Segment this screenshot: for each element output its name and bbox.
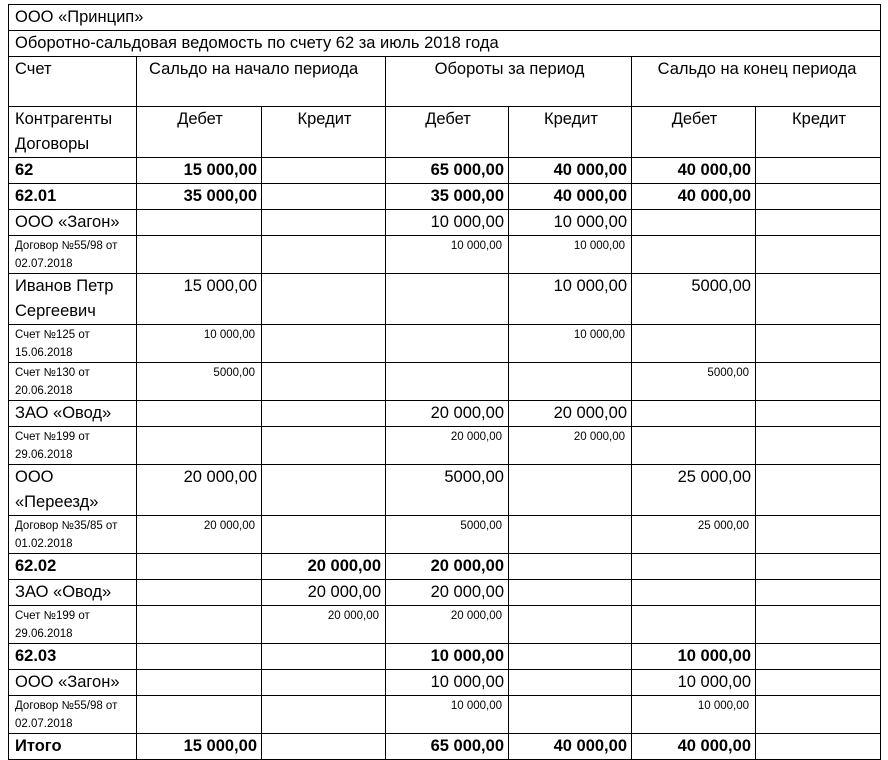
closing-debit: 10 000,00 xyxy=(632,696,756,734)
turnover-debit: 10 000,00 xyxy=(386,236,509,274)
turnover-credit: 10 000,00 xyxy=(509,274,632,325)
opening-debit xyxy=(137,236,262,274)
turnover-credit: 40 000,00 xyxy=(509,158,632,184)
table-row xyxy=(9,274,881,325)
opening-credit xyxy=(262,210,386,236)
opening-credit xyxy=(262,236,386,274)
closing-credit xyxy=(756,184,881,210)
turnover-credit xyxy=(509,644,632,670)
opening-credit xyxy=(262,274,386,325)
opening-credit xyxy=(262,644,386,670)
turnover-debit: 65 000,00 xyxy=(386,158,509,184)
opening-credit xyxy=(262,516,386,554)
turnover-credit: 20 000,00 xyxy=(509,427,632,465)
table-row xyxy=(9,325,881,363)
row-label: Иванов Петр Сергеевич xyxy=(9,274,137,325)
closing-credit xyxy=(756,644,881,670)
turnover-credit xyxy=(509,516,632,554)
turnover-debit xyxy=(386,325,509,363)
turnover-credit: 10 000,00 xyxy=(509,325,632,363)
closing-credit xyxy=(756,210,881,236)
row-label: Счет №199 от 29.06.2018 xyxy=(9,427,137,465)
opening-debit xyxy=(137,644,262,670)
turnover-debit: 35 000,00 xyxy=(386,184,509,210)
closing-credit xyxy=(756,606,881,644)
turnover-debit: 5000,00 xyxy=(386,465,509,516)
opening-credit xyxy=(262,465,386,516)
row-label: Счет №125 от 15.06.2018 xyxy=(9,325,137,363)
closing-debit xyxy=(632,427,756,465)
closing-credit xyxy=(756,158,881,184)
turnover-credit: 20 000,00 xyxy=(509,401,632,427)
closing-debit xyxy=(632,554,756,580)
turnover-credit: 40 000,00 xyxy=(509,734,632,760)
table-row xyxy=(9,363,881,401)
row-label: 62.02 xyxy=(9,554,137,580)
opening-credit: 20 000,00 xyxy=(262,580,386,606)
opening-credit xyxy=(262,670,386,696)
opening-debit xyxy=(137,606,262,644)
row-label: Договор №55/98 от 02.07.2018 xyxy=(9,236,137,274)
closing-debit xyxy=(632,606,756,644)
turnover-credit xyxy=(509,363,632,401)
closing-debit xyxy=(632,325,756,363)
table-row xyxy=(9,158,881,184)
turnover-debit xyxy=(386,274,509,325)
opening-debit xyxy=(137,210,262,236)
opening-credit xyxy=(262,734,386,760)
turnover-credit xyxy=(509,670,632,696)
row-label: ООО «Загон» xyxy=(9,670,137,696)
turnover-debit: 20 000,00 xyxy=(386,606,509,644)
opening-credit xyxy=(262,696,386,734)
table-row xyxy=(9,670,881,696)
closing-debit xyxy=(632,401,756,427)
header-closing-credit: Кредит xyxy=(756,107,881,158)
opening-debit xyxy=(137,580,262,606)
opening-debit xyxy=(137,427,262,465)
row-label: Счет №199 от 29.06.2018 xyxy=(9,606,137,644)
row-label: 62 xyxy=(9,158,137,184)
header-opening-balance: Сальдо на начало периода xyxy=(137,57,386,107)
table-row xyxy=(9,516,881,554)
table-row xyxy=(9,465,881,516)
opening-debit xyxy=(137,401,262,427)
table-row xyxy=(9,606,881,644)
row-label: 62.03 xyxy=(9,644,137,670)
header-turnover-credit: Кредит xyxy=(509,107,632,158)
row-label: ЗАО «Овод» xyxy=(9,580,137,606)
turnover-credit xyxy=(509,696,632,734)
turnover-credit xyxy=(509,465,632,516)
closing-credit xyxy=(756,236,881,274)
closing-debit: 10 000,00 xyxy=(632,644,756,670)
opening-credit xyxy=(262,363,386,401)
closing-debit: 5000,00 xyxy=(632,274,756,325)
opening-debit xyxy=(137,696,262,734)
closing-credit xyxy=(756,427,881,465)
table-row xyxy=(9,580,881,606)
closing-credit xyxy=(756,325,881,363)
header-opening-credit: Кредит xyxy=(262,107,386,158)
opening-debit: 15 000,00 xyxy=(137,734,262,760)
closing-debit xyxy=(632,580,756,606)
turnover-debit: 10 000,00 xyxy=(386,210,509,236)
turnover-debit: 65 000,00 xyxy=(386,734,509,760)
opening-debit: 35 000,00 xyxy=(137,184,262,210)
closing-credit xyxy=(756,734,881,760)
header-turnover-debit: Дебет xyxy=(386,107,509,158)
closing-debit: 25 000,00 xyxy=(632,465,756,516)
row-label: ЗАО «Овод» xyxy=(9,401,137,427)
closing-credit xyxy=(756,554,881,580)
closing-credit xyxy=(756,696,881,734)
header-parties: Контрагенты Договоры xyxy=(9,107,137,158)
opening-credit xyxy=(262,427,386,465)
opening-credit: 20 000,00 xyxy=(262,554,386,580)
turnover-debit: 10 000,00 xyxy=(386,670,509,696)
opening-debit: 15 000,00 xyxy=(137,158,262,184)
turnover-credit xyxy=(509,554,632,580)
opening-credit xyxy=(262,401,386,427)
turnover-debit xyxy=(386,363,509,401)
opening-debit: 20 000,00 xyxy=(137,516,262,554)
closing-debit: 25 000,00 xyxy=(632,516,756,554)
closing-credit xyxy=(756,401,881,427)
closing-debit: 5000,00 xyxy=(632,363,756,401)
turnover-credit xyxy=(509,606,632,644)
opening-debit: 10 000,00 xyxy=(137,325,262,363)
document-title: Оборотно-сальдовая ведомость по счету 62 за июль 2018 года xyxy=(9,31,881,57)
turnover-balance-table xyxy=(8,4,881,760)
closing-debit: 40 000,00 xyxy=(632,158,756,184)
row-label: Договор №55/98 от 02.07.2018 xyxy=(9,696,137,734)
opening-credit xyxy=(262,184,386,210)
opening-debit: 20 000,00 xyxy=(137,465,262,516)
closing-credit xyxy=(756,580,881,606)
closing-credit xyxy=(756,670,881,696)
turnover-credit: 10 000,00 xyxy=(509,210,632,236)
turnover-debit: 5000,00 xyxy=(386,516,509,554)
opening-debit: 15 000,00 xyxy=(137,274,262,325)
table-row xyxy=(9,554,881,580)
turnover-debit: 10 000,00 xyxy=(386,696,509,734)
row-label: Счет №130 от 20.06.2018 xyxy=(9,363,137,401)
closing-debit xyxy=(632,236,756,274)
header-closing-balance: Сальдо на конец периода xyxy=(632,57,881,107)
row-label: 62.01 xyxy=(9,184,137,210)
closing-credit xyxy=(756,363,881,401)
closing-debit: 40 000,00 xyxy=(632,734,756,760)
opening-debit: 5000,00 xyxy=(137,363,262,401)
turnover-credit: 10 000,00 xyxy=(509,236,632,274)
turnover-debit: 20 000,00 xyxy=(386,401,509,427)
opening-credit: 20 000,00 xyxy=(262,606,386,644)
turnover-debit: 20 000,00 xyxy=(386,427,509,465)
opening-credit xyxy=(262,158,386,184)
header-turnover: Обороты за период xyxy=(386,57,632,107)
row-label: ООО «Переезд» xyxy=(9,465,137,516)
header-closing-debit: Дебет xyxy=(632,107,756,158)
table-row xyxy=(9,236,881,274)
row-label: ООО «Загон» xyxy=(9,210,137,236)
opening-credit xyxy=(262,325,386,363)
company-name: ООО «Принцип» xyxy=(9,5,881,31)
turnover-debit: 10 000,00 xyxy=(386,644,509,670)
row-label: Итого xyxy=(9,734,137,760)
table-row xyxy=(9,734,881,760)
closing-credit xyxy=(756,274,881,325)
turnover-debit: 20 000,00 xyxy=(386,580,509,606)
opening-debit xyxy=(137,670,262,696)
closing-credit xyxy=(756,516,881,554)
opening-debit xyxy=(137,554,262,580)
closing-debit xyxy=(632,210,756,236)
row-label: Договор №35/85 от 01.02.2018 xyxy=(9,516,137,554)
table-row xyxy=(9,696,881,734)
statement-sheet xyxy=(8,4,880,760)
table-row xyxy=(9,427,881,465)
header-opening-debit: Дебет xyxy=(137,107,262,158)
table-row xyxy=(9,644,881,670)
closing-debit: 10 000,00 xyxy=(632,670,756,696)
turnover-credit xyxy=(509,580,632,606)
table-row xyxy=(9,210,881,236)
turnover-debit: 20 000,00 xyxy=(386,554,509,580)
turnover-credit: 40 000,00 xyxy=(509,184,632,210)
table-row xyxy=(9,401,881,427)
closing-credit xyxy=(756,465,881,516)
header-account: Счет xyxy=(9,57,137,107)
table-row xyxy=(9,184,881,210)
closing-debit: 40 000,00 xyxy=(632,184,756,210)
